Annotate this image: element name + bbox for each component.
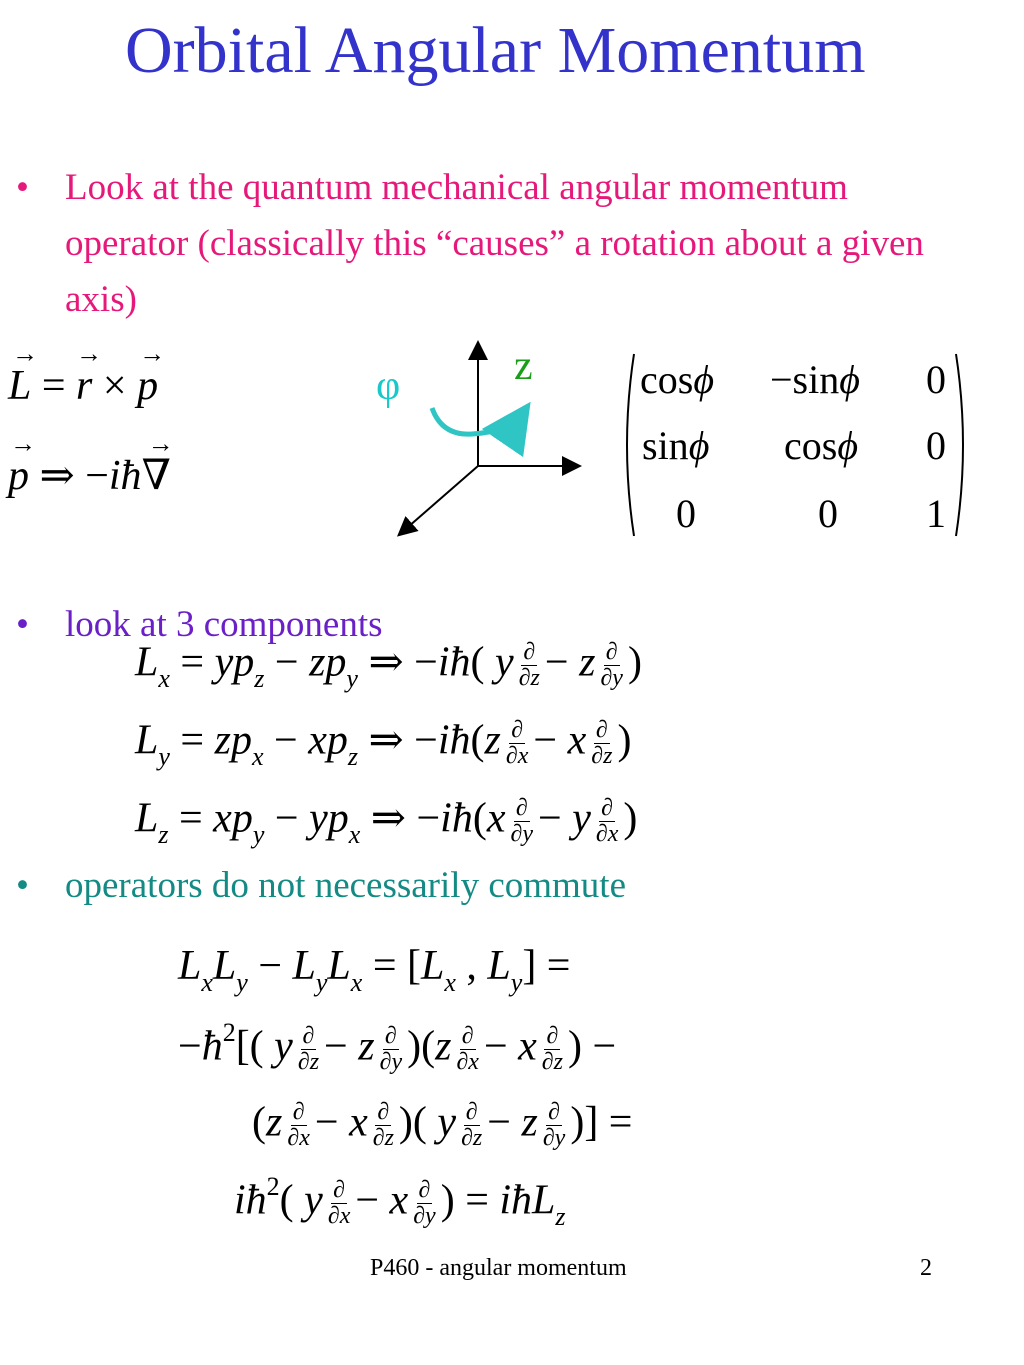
matrix-cell: cosϕ [784, 423, 859, 468]
bullet-commute-text: operators do not necessarily commute [65, 865, 626, 906]
ly-equation: $L_y = zp_x - xp_z$ ⇒ −iħ(z $\frac{\partial}{\partial x}$ − x $\frac{\partial}{\partial z}$ ) [135, 717, 632, 772]
bullet-dot: • [16, 604, 29, 645]
footer-page-number: 2 [920, 1255, 932, 1281]
rotation-matrix [620, 350, 970, 540]
z-axis-label: z [514, 343, 533, 389]
matrix-cell: cosϕ [640, 357, 715, 402]
matrix-cell: −sinϕ [770, 357, 860, 402]
lx-equation: $L_x = yp_z - zp_y$ ⇒ −iħ( y $\frac{\partial}{\partial z}$ − z $\frac{\partial}{\partial y}$ ) [135, 639, 642, 694]
footer-course: P460 - angular momentum [370, 1255, 627, 1281]
commutator-result: $iħ^2$( y $\frac{\partial}{\partial x}$ − x $\frac{\partial}{\partial y}$ ) = iħL$_z$ [234, 1172, 566, 1232]
angular-momentum-definition: L → = r → × p → [8, 339, 166, 409]
phi-label: φ [376, 363, 401, 409]
matrix-cell: 1 [926, 491, 946, 536]
commutator-line-2: $-ħ^2$[( y $\frac{\partial}{\partial z}$ − z $\frac{\partial}{\partial y}$ )(z $\frac{\partial}{\partial x}$ − x $\frac{\partial}{\partial z}$ ) − [178, 1018, 617, 1076]
x-axis [400, 466, 478, 534]
bullet-dot: • [16, 167, 29, 208]
lz-equation: $L_z = xp_y - yp_x$ ⇒ −iħ(x $\frac{\partial}{\partial y}$ − y $\frac{\partial}{\partial x}$ ) [135, 795, 638, 850]
bullet-intro-text: Look at the quantum mechanical angular momentum operator (classically this “causes” a rotation about a given axis) [65, 167, 924, 320]
slide-title: Orbital Angular Momentum [125, 14, 866, 87]
matrix-cell: 0 [926, 423, 946, 468]
matrix-cell: sinϕ [642, 423, 710, 468]
commutator-line-3: (z $\frac{\partial}{\partial x}$ − x $\frac{\partial}{\partial z}$ )( y $\frac{\partial}{\partial z}$ − z $\frac{\partial}{\partial y}$ )] = [252, 1099, 633, 1152]
matrix-cell: 0 [926, 357, 946, 402]
commutator-line-1: $L_xL_y - L_yL_x = [L_x$ , $L_y$] = [178, 943, 571, 997]
bullet-dot: • [16, 865, 29, 906]
rotation-axes-diagram [370, 330, 600, 550]
bullet-components-text: look at 3 components [65, 604, 383, 645]
momentum-operator: p → ⇒ −iħ∇ → [8, 429, 174, 499]
matrix-cell: 0 [676, 491, 696, 536]
matrix-cell: 0 [818, 491, 838, 536]
